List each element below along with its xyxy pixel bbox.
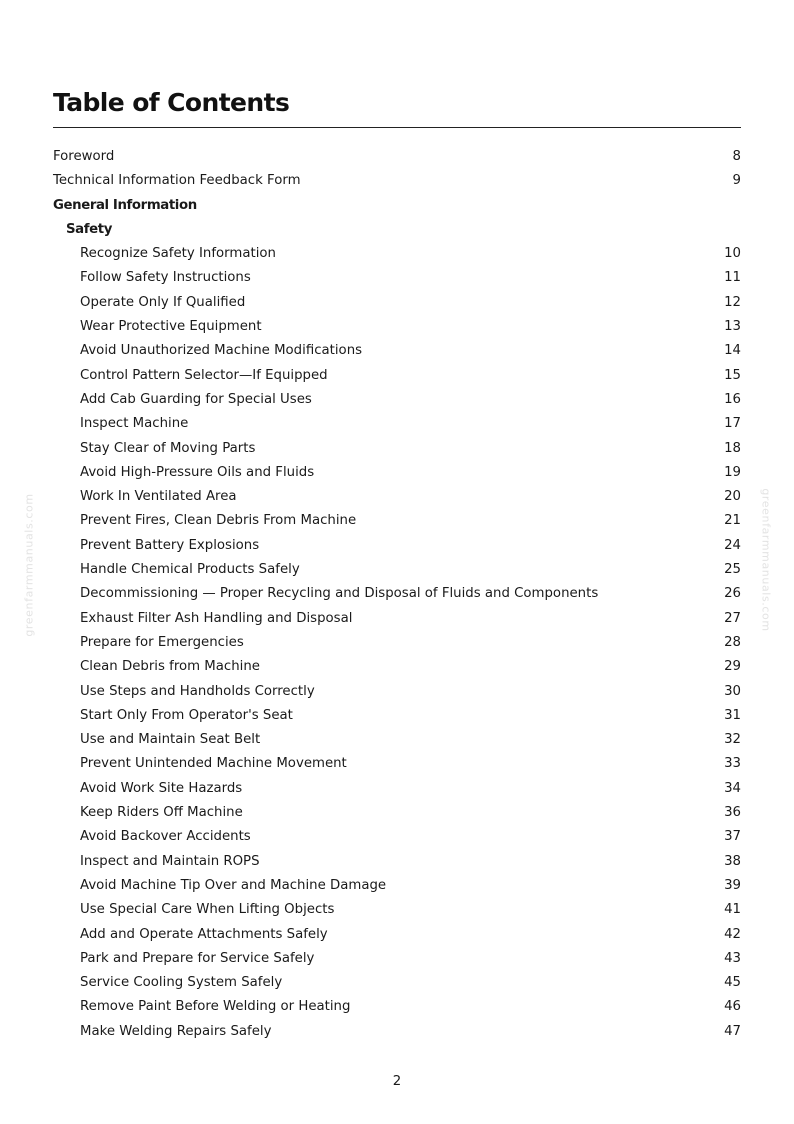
toc-entry-label: Use Special Care When Lifting Objects <box>80 902 335 918</box>
toc-section-heading <box>53 218 741 242</box>
toc-entry-page-number: 25 <box>724 562 741 578</box>
toc-entry-label: Add and Operate Attachments Safely <box>80 926 328 942</box>
toc-entry-label: Avoid Work Site Hazards <box>80 780 243 796</box>
toc-entry[interactable] <box>53 242 741 266</box>
toc-entry[interactable] <box>53 631 741 655</box>
toc-entry[interactable] <box>53 485 741 509</box>
toc-entry-page-number: 8 <box>732 149 741 164</box>
toc-entry-label: Make Welding Repairs Safely <box>80 1023 272 1039</box>
toc-entry-label: Prepare for Emergencies <box>80 634 244 650</box>
toc-entry-label: Use Steps and Handholds Correctly <box>80 683 315 699</box>
toc-entry-page-number: 29 <box>724 659 741 675</box>
toc-entry-label: Prevent Unintended Machine Movement <box>80 756 347 772</box>
toc-entry-page-number: 11 <box>724 270 741 286</box>
toc-entry-label: Decommissioning — Proper Recycling and Disposal of Fluids and Components <box>80 586 599 602</box>
title-divider <box>53 127 741 128</box>
toc-entry-page-number: 41 <box>724 902 741 918</box>
toc-entry[interactable] <box>53 534 741 558</box>
toc-entry-label: Handle Chemical Products Safely <box>80 562 300 578</box>
toc-entry-label: Service Cooling System Safely <box>80 975 283 991</box>
toc-entry-page-number: 38 <box>724 853 741 869</box>
toc-entry[interactable] <box>53 752 741 776</box>
toc-entry[interactable] <box>53 315 741 339</box>
toc-entry-label: Wear Protective Equipment <box>80 319 262 335</box>
table-of-contents <box>53 145 741 1044</box>
toc-entry-page-number: 43 <box>724 950 741 966</box>
toc-entry[interactable] <box>53 874 741 898</box>
toc-entry[interactable] <box>53 266 741 290</box>
toc-entry-page-number: 32 <box>724 732 741 748</box>
toc-entry[interactable] <box>53 898 741 922</box>
toc-entry[interactable] <box>53 607 741 631</box>
toc-entry-label: Recognize Safety Information <box>80 246 276 262</box>
toc-entry[interactable] <box>53 364 741 388</box>
toc-entry-page-number: 18 <box>724 440 741 456</box>
toc-entry-page-number: 45 <box>724 975 741 991</box>
toc-entry[interactable] <box>53 582 741 606</box>
toc-entry-page-number: 20 <box>724 489 741 505</box>
toc-entry-page-number: 19 <box>724 464 741 480</box>
toc-entry-label: Prevent Battery Explosions <box>80 537 260 553</box>
toc-entry[interactable] <box>53 777 741 801</box>
toc-entry-label: Control Pattern Selector—If Equipped <box>80 367 328 383</box>
toc-entry[interactable] <box>53 437 741 461</box>
toc-entry-page-number: 27 <box>724 610 741 626</box>
toc-entry-label: Start Only From Operator's Seat <box>80 707 293 723</box>
toc-entry-page-number: 16 <box>724 391 741 407</box>
toc-entry[interactable] <box>53 728 741 752</box>
toc-entry-label: Exhaust Filter Ash Handling and Disposal <box>80 610 353 626</box>
toc-entry-page-number: 30 <box>724 683 741 699</box>
toc-entry-label: Foreword <box>53 149 115 164</box>
toc-entry-label: Avoid Unauthorized Machine Modifications <box>80 343 363 359</box>
toc-entry-page-number: 36 <box>724 805 741 821</box>
toc-entry[interactable] <box>53 558 741 582</box>
toc-entry-label: Work In Ventilated Area <box>80 489 237 505</box>
toc-entry[interactable] <box>53 801 741 825</box>
toc-entry[interactable] <box>53 850 741 874</box>
toc-entry-label: Remove Paint Before Welding or Heating <box>80 999 351 1015</box>
toc-entry-page-number: 9 <box>732 173 741 189</box>
toc-entry-label: Safety <box>66 221 112 237</box>
toc-entry[interactable] <box>53 412 741 436</box>
toc-entry-label: Avoid High-Pressure Oils and Fluids <box>80 464 315 480</box>
toc-entry-page-number: 12 <box>724 294 741 310</box>
toc-entry-page-number: 39 <box>724 877 741 893</box>
toc-entry-page-number: 34 <box>724 780 741 796</box>
toc-entry[interactable] <box>53 825 741 849</box>
toc-entry-label: Prevent Fires, Clean Debris From Machine <box>80 513 357 529</box>
toc-entry-page-number: 24 <box>724 537 741 553</box>
toc-entry-label: Avoid Backover Accidents <box>80 829 251 845</box>
toc-entry-page-number: 33 <box>724 756 741 772</box>
toc-entry[interactable] <box>53 461 741 485</box>
toc-entry-label: General Information <box>53 197 197 213</box>
toc-entry-label: Clean Debris from Machine <box>80 659 260 675</box>
toc-entry[interactable] <box>53 388 741 412</box>
watermark-right: greenfarmmanuals.com <box>759 488 773 632</box>
toc-entry[interactable] <box>53 971 741 995</box>
toc-entry-page-number: 17 <box>724 416 741 432</box>
toc-entry-label: Park and Prepare for Service Safely <box>80 950 315 966</box>
toc-entry-page-number: 46 <box>724 999 741 1015</box>
toc-entry-label: Stay Clear of Moving Parts <box>80 440 256 456</box>
toc-entry[interactable] <box>53 145 741 169</box>
toc-entry-page-number: 14 <box>724 343 741 359</box>
toc-entry-page-number: 10 <box>724 246 741 262</box>
page-number: 2 <box>392 1074 402 1089</box>
toc-section-heading <box>53 194 741 218</box>
toc-entry-label: Inspect Machine <box>80 416 189 432</box>
toc-entry-page-number: 42 <box>724 926 741 942</box>
toc-entry-page-number: 47 <box>724 1023 741 1039</box>
toc-entry-page-number: 13 <box>724 319 741 335</box>
toc-entry[interactable] <box>53 509 741 533</box>
toc-entry-label: Operate Only If Qualified <box>80 294 246 310</box>
toc-entry-page-number: 26 <box>724 586 741 602</box>
toc-entry[interactable] <box>53 704 741 728</box>
toc-entry[interactable] <box>53 1020 741 1044</box>
page-title: Table of Contents <box>53 88 290 117</box>
toc-entry-page-number: 31 <box>724 707 741 723</box>
toc-entry[interactable] <box>53 947 741 971</box>
toc-entry-page-number: 28 <box>724 634 741 650</box>
toc-entry-label: Keep Riders Off Machine <box>80 805 243 821</box>
toc-entry[interactable] <box>53 995 741 1019</box>
watermark-left: greenfarmmanuals.com <box>22 493 36 637</box>
toc-entry[interactable] <box>53 680 741 704</box>
toc-entry-label: Avoid Machine Tip Over and Machine Damage <box>80 877 387 893</box>
toc-entry[interactable] <box>53 655 741 679</box>
toc-entry-page-number: 21 <box>724 513 741 529</box>
toc-entry[interactable] <box>53 339 741 363</box>
toc-entry[interactable] <box>53 169 741 193</box>
toc-entry[interactable] <box>53 923 741 947</box>
toc-entry-label: Inspect and Maintain ROPS <box>80 853 260 869</box>
toc-entry-label: Technical Information Feedback Form <box>53 173 301 189</box>
toc-entry-page-number: 15 <box>724 367 741 383</box>
toc-entry-page-number: 37 <box>724 829 741 845</box>
toc-entry-label: Add Cab Guarding for Special Uses <box>80 391 312 407</box>
toc-entry[interactable] <box>53 291 741 315</box>
toc-entry-label: Follow Safety Instructions <box>80 270 251 286</box>
toc-entry-label: Use and Maintain Seat Belt <box>80 732 261 748</box>
